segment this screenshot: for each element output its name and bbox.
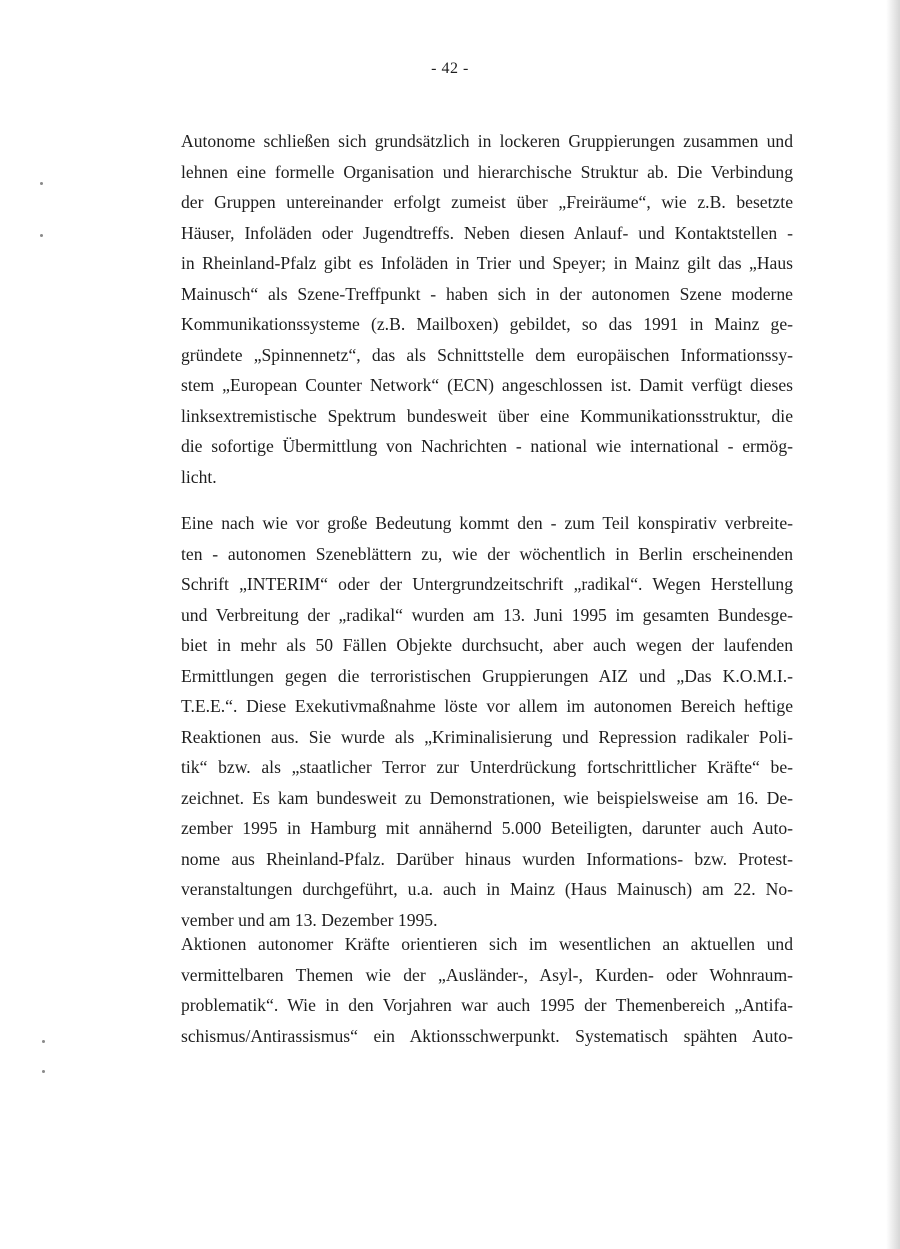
text-line: Mainusch“ als Szene-Treffpunkt - haben sich in der autonomen Szene moderne <box>181 283 793 304</box>
paragraph-3 <box>181 929 793 1051</box>
text-line: stem „European Counter Network“ (ECN) angeschlossen ist. Damit verfügt dieses <box>181 375 793 395</box>
text-line: Aktionen autonomer Kräfte orientieren sich im wesentlichen an aktuellen und <box>181 934 793 954</box>
text-line: Autonome schließen sich grundsätzlich in lockeren Gruppierungen zusammen und <box>181 131 793 151</box>
text-line: Ermittlungen gegen die terroristischen Gruppierungen AIZ und „Das K.O.M.I.- <box>181 665 793 686</box>
text-line: problematik“. Wie in den Vorjahren war auch 1995 der Themenbereich „Antifa- <box>181 995 793 1015</box>
text-line: Häuser, Infoläden oder Jugendtreffs. Neben diesen Anlauf- und Kontaktstellen - <box>181 222 793 243</box>
text-line: Eine nach wie vor große Bedeutung kommt den - zum Teil konspirativ verbreite- <box>181 513 793 533</box>
text-line: lehnen eine formelle Organisation und hierarchische Struktur ab. Die Verbindung <box>181 161 793 182</box>
text-line: vember und am 13. Dezember 1995. <box>181 909 438 930</box>
text-line: veranstaltungen durchgeführt, u.a. auch in Mainz (Haus Mainusch) am 22. No- <box>181 879 793 899</box>
text-line: tik“ bzw. als „staatlicher Terror zur Unterdrückung fortschrittlicher Kräfte“ be- <box>181 757 793 777</box>
text-line: Reaktionen aus. Sie wurde als „Kriminalisierung und Repression radikaler Poli- <box>181 726 793 747</box>
text-line: vermittelbaren Themen wie der „Ausländer-, Asyl-, Kurden- oder Wohnraum- <box>181 964 793 985</box>
paragraph-1 <box>181 126 793 492</box>
text-line: licht. <box>181 466 217 487</box>
page-edge-shadow <box>886 0 900 1249</box>
page-number: - 42 - <box>431 60 469 77</box>
text-line: nome aus Rheinland-Pfalz. Darüber hinaus wurden Informations- bzw. Protest- <box>181 848 793 869</box>
text-line: linksextremistische Spektrum bundesweit über eine Kommunikationsstruktur, die <box>181 405 793 426</box>
text-line: zeichnet. Es kam bundesweit zu Demonstrationen, wie beispielsweise am 16. De- <box>181 787 793 808</box>
scan-speck <box>40 182 43 185</box>
scan-speck <box>40 234 43 237</box>
text-line: gründete „Spinnennetz“, das als Schnittstelle dem europäischen Informationssy- <box>181 344 793 365</box>
text-line: ten - autonomen Szeneblättern zu, wie der wöchentlich in Berlin erscheinenden <box>181 543 793 564</box>
scan-speck <box>42 1070 45 1073</box>
paragraph-2 <box>181 508 793 935</box>
text-line: der Gruppen untereinander erfolgt zumeist über „Freiräume“, wie z.B. besetzte <box>181 192 793 212</box>
text-line: Schrift „INTERIM“ oder der Untergrundzeitschrift „radikal“. Wegen Herstellung <box>181 574 793 594</box>
text-line: in Rheinland-Pfalz gibt es Infoläden in Trier und Speyer; in Mainz gilt das „Haus <box>181 253 793 273</box>
text-line: zember 1995 in Hamburg mit annähernd 5.000 Beteiligten, darunter auch Auto- <box>181 818 793 838</box>
text-line: schismus/Antirassismus“ ein Aktionsschwerpunkt. Systematisch spähten Auto- <box>181 1025 793 1046</box>
scan-speck <box>42 1040 45 1043</box>
text-line: Kommunikationssysteme (z.B. Mailboxen) gebildet, so das 1991 in Mainz ge- <box>181 314 793 334</box>
text-line: und Verbreitung der „radikal“ wurden am 13. Juni 1995 im gesamten Bundesge- <box>181 604 793 625</box>
text-line: T.E.E.“. Diese Exekutivmaßnahme löste vor allem im autonomen Bereich heftige <box>181 696 793 716</box>
text-line: biet in mehr als 50 Fällen Objekte durchsucht, aber auch wegen der laufenden <box>181 635 793 655</box>
text-line: die sofortige Übermittlung von Nachrichten - national wie international - ermög- <box>181 436 793 456</box>
